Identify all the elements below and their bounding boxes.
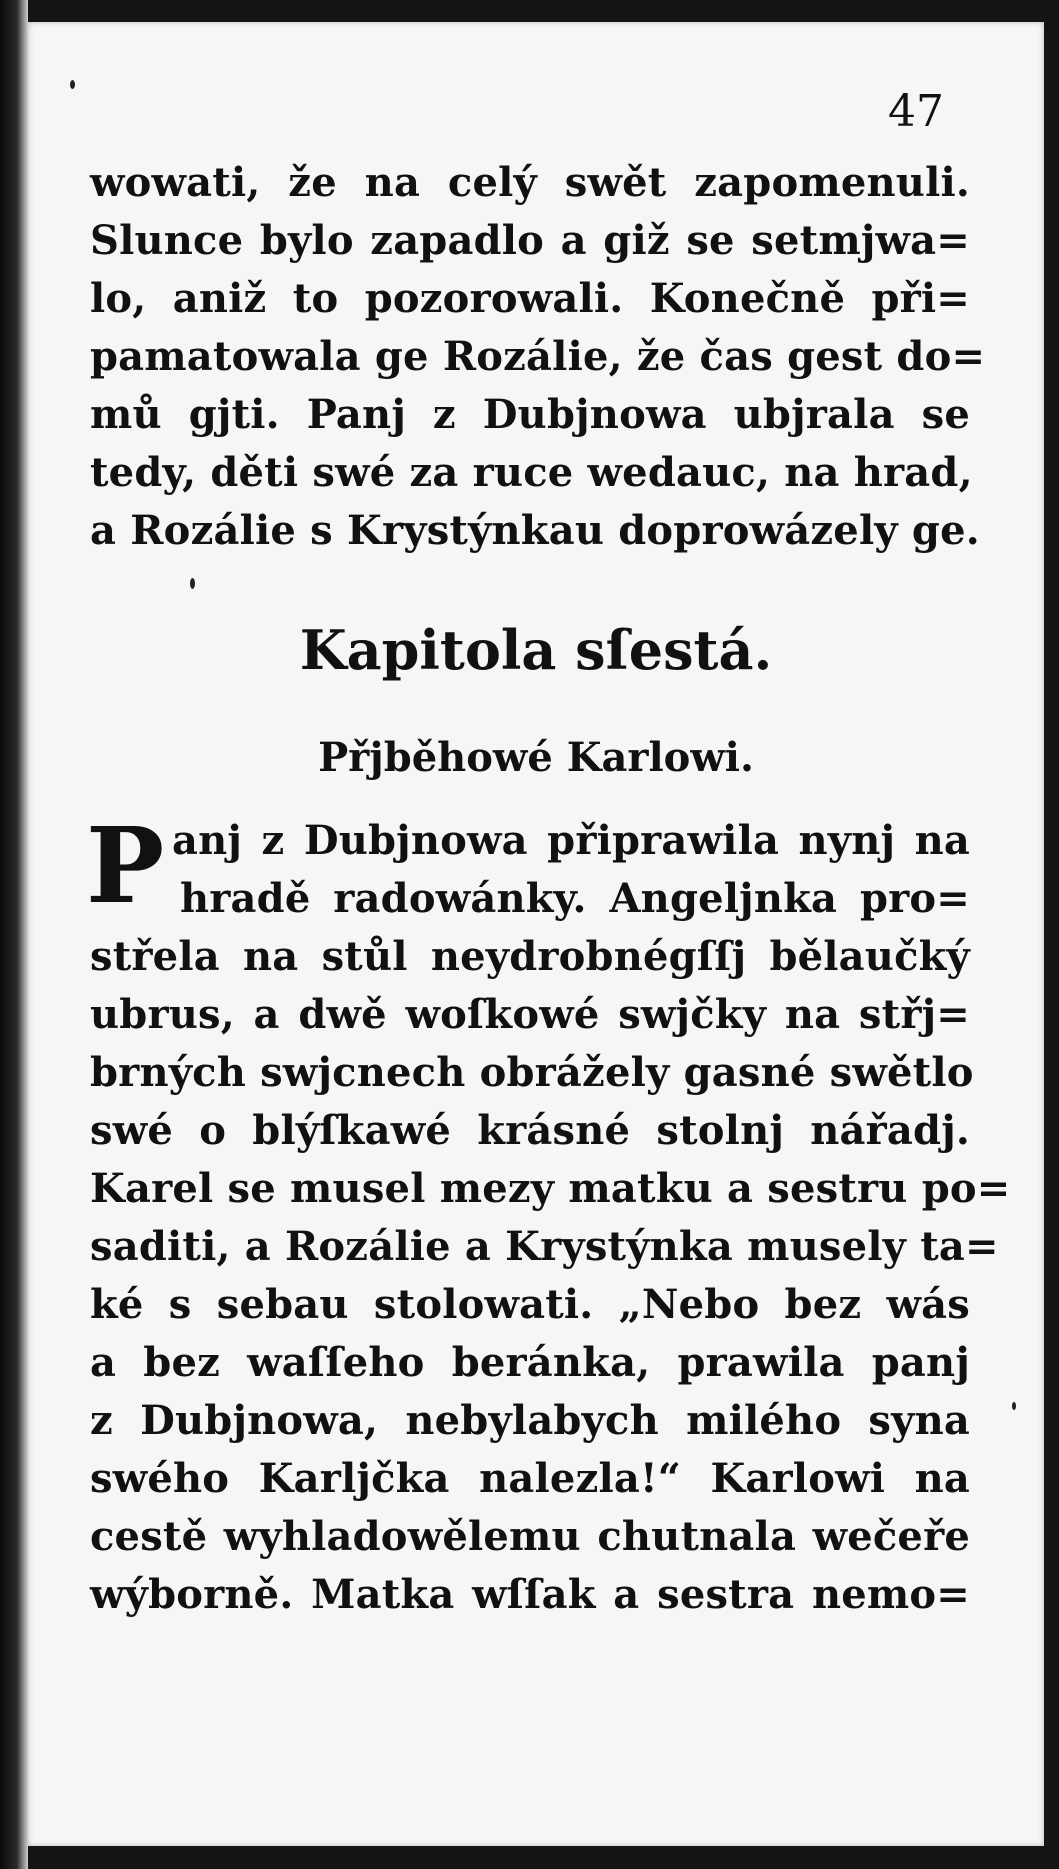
text-line: hradě radowánky. Angeljnka pro=	[180, 875, 970, 922]
text-line: swého Karljčka nalezla!“ Karlowi na	[90, 1455, 970, 1502]
text-line: swé o blýſkawé krásné stolnj nářadj.	[90, 1107, 970, 1154]
text-line: anj z Dubjnowa připrawila nynj na	[172, 817, 970, 864]
text-line: a Rozálie s Krystýnkau doprowázely ge.	[90, 507, 980, 554]
text-line: tedy, děti swé za ruce wedauc, na hrad,	[90, 449, 973, 496]
text-line: střela na stůl neydrobnégſſj bělaučký	[90, 933, 970, 980]
text-line: ubrus, a dwě woſkowé swjčky na střj=	[90, 991, 970, 1038]
page-number: 47	[888, 86, 944, 137]
text-line: lo, aniž to pozorowali. Konečně při=	[90, 275, 970, 322]
book-page	[28, 22, 1044, 1846]
ink-speck	[1012, 1402, 1016, 1410]
text-line: z Dubjnowa, nebylabych milého syna	[90, 1397, 970, 1444]
paragraph-2	[90, 812, 1011, 1624]
chapter-subtitle: Přjběhowé Karlowi.	[318, 734, 754, 781]
chapter-heading: Kapitola sſestá.	[299, 618, 773, 682]
paragraph-1	[90, 154, 986, 560]
text-line: Slunce bylo zapadlo a giž se setmjwa=	[90, 217, 970, 264]
text-line: wowati, že na celý swět zapomenuli.	[90, 159, 970, 206]
drop-cap: P	[86, 804, 165, 927]
ink-speck	[190, 578, 195, 589]
page-gutter-edge	[0, 0, 28, 1869]
ink-speck	[70, 80, 75, 89]
text-line: pamatowala ge Rozálie, že čas gest do=	[90, 333, 986, 380]
text-line: ké s sebau stolowati. „Nebo bez wás	[90, 1281, 970, 1328]
text-line: brných swjcnech obrážely gasné swětlo	[90, 1049, 974, 1096]
text-line: a bez waſſeho beránka, prawila panj	[90, 1339, 970, 1386]
text-line: cestě wyhladowělemu chutnala wečeře	[90, 1513, 970, 1560]
text-line: Karel se musel mezy matku a sestru po=	[90, 1165, 1011, 1212]
text-line: mů gjti. Panj z Dubjnowa ubjrala se	[90, 391, 970, 438]
text-line: wýborně. Matka wſſak a sestra nemo=	[90, 1571, 970, 1618]
text-line: saditi, a Rozálie a Krystýnka musely ta=	[90, 1223, 999, 1270]
